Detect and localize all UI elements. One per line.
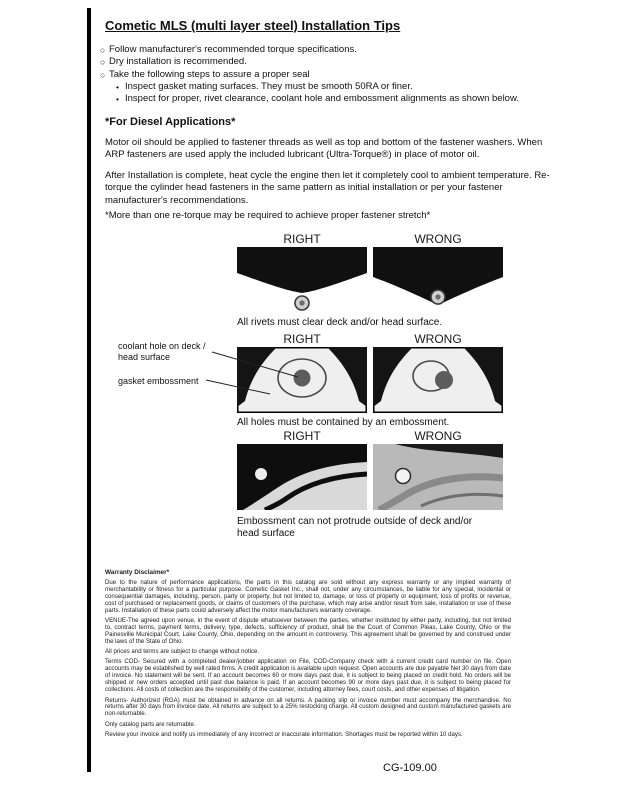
disclaimer-paragraph: Review your invoice and notify us immediately of any incorrect or inaccurate information. Shortages must be reported within 10 days.	[105, 731, 463, 739]
diesel-paragraph-2: After Installation is complete, heat cycle the engine then let it completely cool to ambient temperature. Re-torque the cylinder head fasteners in the same pattern as initial installation or per your fastener manufacturer's recommendations.	[105, 170, 550, 206]
diesel-paragraph-1: Motor oil should be applied to fastener threads as well as top and bottom of the fastener washers. When ARP fasteners are used apply the included lubricant (Ultra-Torque®) in place of motor oil.	[105, 137, 543, 161]
tips-list	[100, 44, 595, 105]
disclaimer-paragraph: Due to the nature of performance applications, the parts in this catalog are sold without any express warranty or any implied warranty of merchantability or fitness for a particular purpose. Cometic Gasket Inc., shall not, under any circumstances, be liable for any special, incidental or consequential damages, including, person, party or property, but not limited to, damage, or loss of property or equipment, loss of profits or revenue, cost of purchased or replacement goods, or claims of customers of the purchase, which may arise and/or result from sale, installation or use of these parts. Installation of these parts could adversely affect the motor manufacturers warranty coverage.	[105, 578, 511, 614]
disclaimer-heading: Warranty Disclaimer*	[105, 569, 170, 576]
disclaimer-paragraph: Terms COD- Secured with a completed dealer/jobber application on File, COD-Company check with a current credit card number on file. Open accounts may be established by well rated firms. A credit application is available upon request. Open accounts are due payable Net 30 days from date of invoice. No statement will be sent. If an account becomes 60 or more days past due, it is subject to being placed on credit hold. No orders will be shipped or new orders accepted until past due balance is paid. If an account becomes 90 or more days past due, it is subject to being placed for collections. All costs of collection are the responsibility of the customer, including attorney fees, court costs, and other expenses of litigation.	[105, 658, 511, 694]
embossment-protrusion-wrong-diagram	[373, 444, 503, 510]
dot-bullet-icon: •	[116, 81, 119, 92]
circle-bullet-icon: ○	[100, 45, 106, 55]
row1-caption: All rivets must clear deck and/or head surface.	[237, 317, 443, 328]
list-item	[100, 56, 595, 68]
tip-text: Follow manufacturer's recommended torque specifications.	[109, 44, 357, 55]
disclaimer-paragraph: Only catalog parts are returnable.	[105, 720, 196, 728]
retorque-note: *More than one re-torque may be required to achieve proper fastener stretch*	[105, 210, 431, 221]
wrong-label-row1: WRONG	[414, 232, 462, 246]
wrong-label-row3: WRONG	[414, 429, 462, 443]
wrong-label-row2: WRONG	[414, 332, 462, 346]
list-item	[100, 44, 595, 56]
annotation-leader-lines	[100, 330, 312, 410]
disclaimer-paragraph: All prices and terms are subject to change without notice.	[105, 648, 260, 656]
right-label-row3: RIGHT	[283, 429, 321, 443]
dot-bullet-icon: •	[116, 94, 119, 105]
disclaimer-paragraph: VENUE-The agreed upon venue, in the event of dispute whatsoever between the parties, whether instituted by either party, including, but not limited to, contract terms, payment terms, delivery, type, defects, sufficiency of product, shall be the Court of Common Pleas, Lake County, Ohio or the Painesville Municipal Court, Lake County, Ohio, depending on the amount in controversy. This agreement shall be governed by and construed under the laws of the State of Ohio.	[105, 616, 511, 645]
coolant-hole-annotation: coolant hole on deck / head surface	[118, 341, 206, 362]
right-label-row2: RIGHT	[283, 332, 321, 346]
left-border-rule	[87, 8, 91, 772]
circle-bullet-icon: ○	[100, 57, 106, 68]
gasket-embossment-annotation: gasket embossment	[118, 376, 199, 386]
tip-text: Take the following steps to assure a proper seal	[109, 68, 310, 80]
hole-embossment-wrong-diagram	[373, 347, 503, 413]
disclaimer-paragraph: Returns- Authorized (RGA) must be obtained in advance on all returns. A packing slip or invoice number must accompany the merchandise. No returns after 30 days from invoice date. All returns are subject to a 25% restocking charge. All custom designed and custom manufactured gaskets are non-returnable.	[105, 696, 511, 718]
list-item	[100, 69, 595, 81]
diesel-applications-heading: *For Diesel Applications*	[105, 116, 236, 128]
page-title: Cometic MLS (multi layer steel) Installation Tips	[105, 18, 401, 33]
list-item	[116, 93, 595, 105]
warranty-disclaimer	[105, 570, 511, 743]
right-label-row1: RIGHT	[283, 232, 321, 246]
rivet-clearance-wrong-diagram	[373, 247, 503, 313]
page-code: CG-109.00	[383, 762, 437, 774]
row3-caption: Embossment can not protrude outside of deck and/or head surface	[237, 516, 473, 539]
tip-text: Dry installation is recommended.	[109, 56, 247, 68]
row2-caption: All holes must be contained by an embossment.	[237, 417, 450, 428]
rivet-clearance-right-diagram	[237, 247, 367, 313]
list-item	[116, 81, 595, 93]
circle-bullet-icon: ○	[100, 69, 106, 80]
tip-text: Inspect for proper, rivet clearance, coolant hole and embossment alignments as shown below.	[125, 93, 519, 105]
embossment-protrusion-right-diagram	[237, 444, 367, 510]
tip-text: Inspect gasket mating surfaces. They must be smooth 50RA or finer.	[125, 80, 413, 92]
